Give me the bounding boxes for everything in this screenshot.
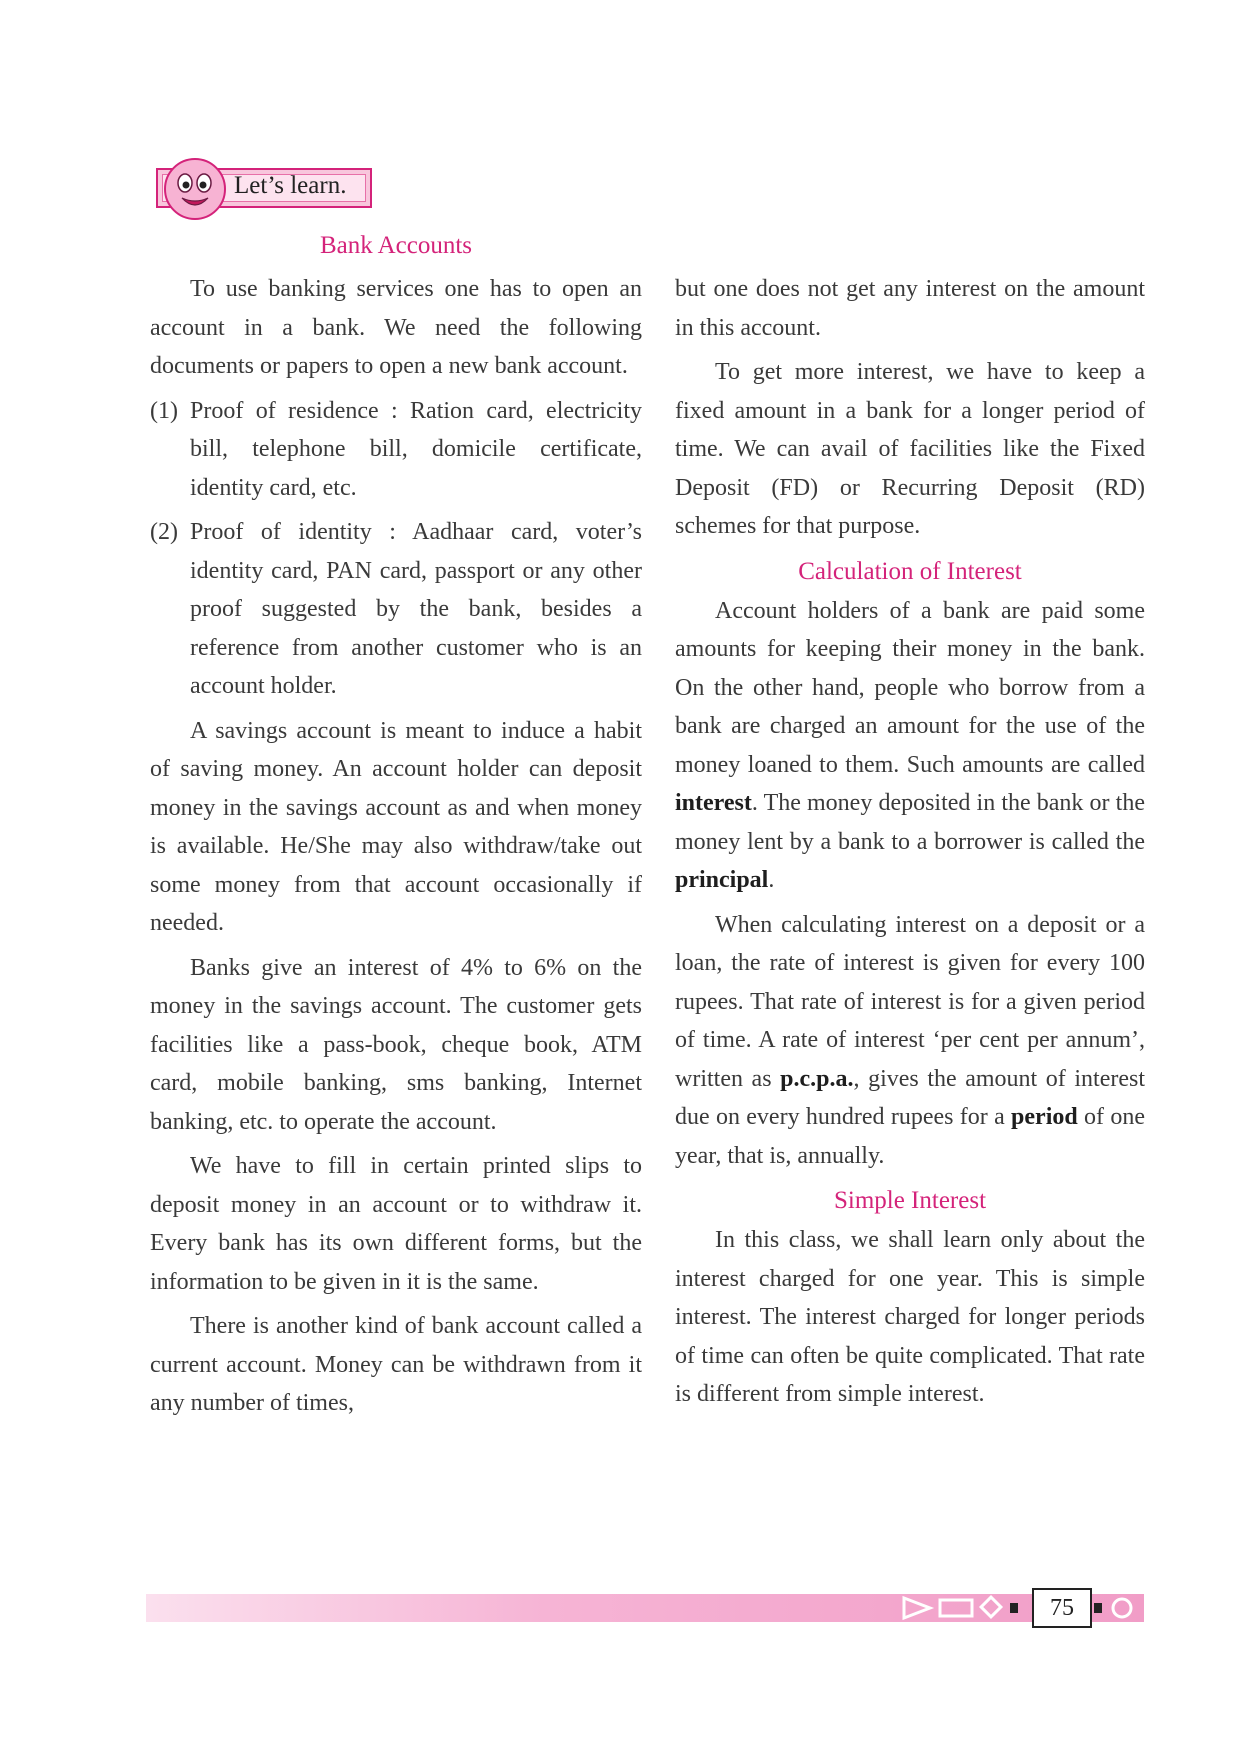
term-principal: principal: [675, 867, 769, 893]
list-number: (1): [150, 397, 178, 424]
slips-paragraph: We have to fill in certain printed slips to deposit money in an account or to withdraw it. Every bank has its own different forms, but the information to be given in it is the same.: [150, 1153, 642, 1295]
heading-calculation-of-interest: Calculation of Interest: [798, 557, 1022, 585]
term-pcpa: p.c.p.a.: [780, 1065, 854, 1092]
banks-interest-paragraph: Banks give an interest of 4% to 6% on the money in the savings account. The customer gets facilities like a pass-book, cheque book, ATM card, mobile banking, sms banking, Internet banking, etc. to operate the account.: [150, 954, 642, 1135]
term-interest: interest: [675, 790, 752, 816]
continued-paragraph: but one does not get any interest on the amount in this account.: [675, 276, 1145, 341]
page-number: 75: [1032, 1588, 1092, 1628]
list-text: Proof of identity : Aadhaar card, voter’s identity card, PAN card, passport or any other proof suggested by the bank, besides a reference from another customer who is an account holder.: [190, 519, 642, 699]
list-item-identity: [150, 513, 642, 706]
rate-paragraph: When calculating interest on a deposit or a loan, the rate of interest is given for every 100 rupees. That rate of interest is for a given period of time. A rate of interest ‘per cent per annum’, written as p.c.p.a., gives the amount of interest due on every hundred rupees for a period of one year, that is, annually.: [675, 911, 1145, 1169]
list-number: (2): [150, 519, 178, 545]
savings-paragraph: A savings account is meant to induce a habit of saving money. An account holder can deposit money in the savings account as and when money is available. He/She may also withdraw/take out some money from that account occasionally if needed.: [150, 717, 642, 936]
list-text: Proof of residence : Ration card, electricity bill, telephone bill, domicile certificate, identity card, etc.: [190, 397, 642, 501]
left-column: [150, 270, 642, 1429]
intro-paragraph: To use banking services one has to open an account in a bank. We need the following documents or papers to open a new bank account.: [150, 276, 642, 379]
badge-label: Let’s learn.: [234, 172, 347, 199]
account-holders-paragraph: Account holders of a bank are paid some amounts for keeping their money in the bank. On the other hand, people who borrow from a bank are charged an amount for the use of the money loaned to them. Such amounts are called interest. The money deposited in the bank or the money lent by a bank to a borrower is called the principal.: [675, 597, 1145, 893]
simple-interest-paragraph: In this class, we shall learn only about the interest charged for one year. This is simple interest. The interest charged for longer periods of time can often be quite complicated. That rate is different from simple interest.: [675, 1227, 1145, 1407]
lets-learn-badge: [156, 166, 374, 210]
term-period: period: [1011, 1104, 1078, 1130]
smiley-face-icon: [162, 156, 228, 222]
current-account-paragraph: There is another kind of bank account called a current account. Money can be withdrawn from it any number of times,: [150, 1313, 642, 1416]
heading-bank-accounts: Bank Accounts: [319, 232, 473, 259]
fixed-deposit-paragraph: To get more interest, we have to keep a fixed amount in a bank for a longer period of time. We can avail of facilities like the Fixed Deposit (FD) or Recurring Deposit (RD) schemes for that purpose.: [675, 359, 1145, 539]
footer-shapes-icon: [900, 1588, 1150, 1628]
heading-simple-interest: Simple Interest: [833, 1187, 987, 1214]
right-column: [675, 270, 1145, 1420]
list-item-residence: [150, 392, 642, 508]
